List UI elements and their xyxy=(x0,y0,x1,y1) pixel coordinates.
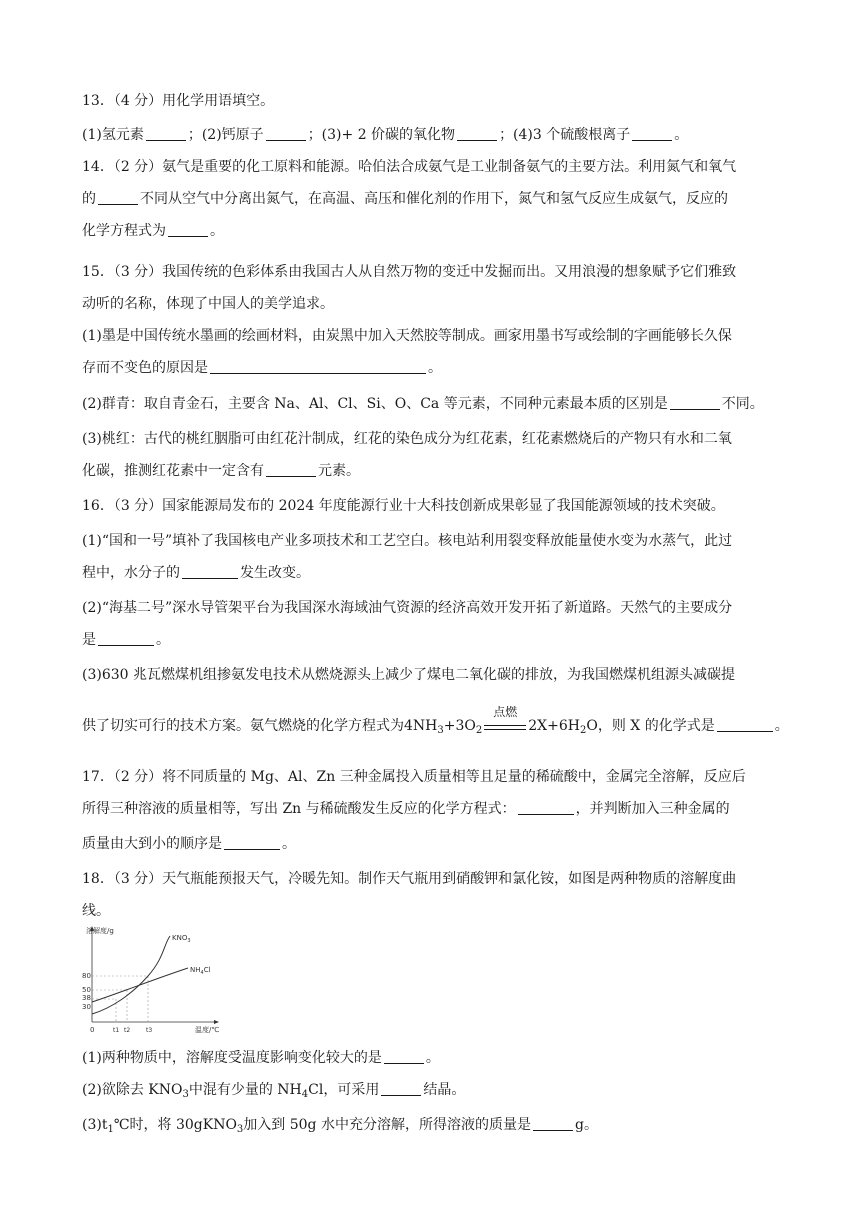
subscript: 4 xyxy=(301,1089,309,1100)
q13-text-e: 。 xyxy=(674,127,689,143)
q16-text-e: 供了切实可行的技术方案。氨气燃烧的化学方程式为4NH xyxy=(82,718,438,734)
q15-line3: (1)墨是中国传统水墨画的绘画材料，由炭黑中加入天然胶等制成。画家用墨书写或绘制的字画能够长久保 xyxy=(82,328,732,344)
subscript: 3 xyxy=(236,1124,244,1135)
q18-line4 xyxy=(82,1080,465,1105)
q16-line2: (1)“国和一号”填补了我国核电产业多项技术和工艺空白。核电站利用裂变释放能量使水变为水蒸气，此过 xyxy=(82,533,733,549)
q13-text-c: ；(3)+ 2 价碳的氧化物 xyxy=(307,127,456,143)
answer-blank[interactable] xyxy=(518,800,574,815)
x-axis-arrow xyxy=(214,1020,219,1024)
equals-sign xyxy=(484,725,526,730)
answer-blank[interactable] xyxy=(98,631,154,646)
condition-label: 点燃 xyxy=(493,705,518,719)
answer-blank[interactable] xyxy=(381,1081,421,1096)
q15-text-b: 。 xyxy=(428,360,442,376)
answer-blank[interactable] xyxy=(224,835,280,850)
answer-blank[interactable] xyxy=(168,222,208,237)
q15-text-e: 化碳，推测红花素中一定含有 xyxy=(82,463,264,479)
q16-text-g: 2X+6H xyxy=(528,718,580,734)
subscript: 2 xyxy=(579,725,587,736)
q14-line2 xyxy=(82,189,728,209)
answer-blank[interactable] xyxy=(384,1049,424,1064)
y-tick-label: 30 xyxy=(82,1003,91,1011)
solubility-chart xyxy=(82,924,222,1036)
q14-line1: 14．（2 分）氨气是重要的化工原料和能源。哈伯法合成氨气是工业制备氨气的主要方法。利用氮气和氧气 xyxy=(82,159,737,175)
subscript: 3 xyxy=(182,1089,189,1100)
q18-text-h: ℃时，将 30gKNO xyxy=(113,1117,237,1133)
q18-text-a: (1)两种物质中，溶解度受温度影响变化较大的是 xyxy=(82,1050,382,1066)
answer-blank[interactable] xyxy=(266,126,306,141)
q14-line3 xyxy=(82,221,224,241)
q16-text-c: 是 xyxy=(82,632,96,648)
answer-blank[interactable] xyxy=(457,126,497,141)
q16-line6: (3)630 兆瓦燃煤机组掺氨发电技术从燃烧源头上减少了煤电二氧化碳的排放，为我国燃煤机组源头减碳提 xyxy=(82,667,736,683)
q17-line2 xyxy=(82,799,730,819)
q16-line3 xyxy=(82,563,310,583)
answer-blank[interactable] xyxy=(182,564,238,579)
answer-blank[interactable] xyxy=(670,395,720,410)
q16-line7 xyxy=(82,705,789,741)
q18-text-e: Cl，可采用 xyxy=(308,1082,380,1098)
q14-text-c: 化学方程式为 xyxy=(82,223,166,239)
kno3-label: $KNO_3$ xyxy=(172,934,191,944)
y-tick-label: 38 xyxy=(82,994,91,1002)
answer-blank[interactable] xyxy=(632,126,672,141)
q13-text-d: ；(4)3 个硫酸根离子 xyxy=(499,127,631,143)
q15-text-d: 不同。 xyxy=(721,396,764,412)
answer-blank[interactable] xyxy=(210,359,426,374)
y-axis-label: 溶解度/g xyxy=(86,927,114,935)
q16-line4: (2)“海基二号”深水导管架平台为我国深水海域油气资源的经济高效开发开拓了新道路。天然气的主要成分 xyxy=(82,600,733,616)
x-tick-label: t2 xyxy=(124,1027,131,1034)
q17-line1: 17．（2 分）将不同质量的 Mg、Al、Zn 三种金属投入质量相等且足量的稀硫酸中，金属完全溶解，反应后 xyxy=(82,769,746,785)
q16-text-d: 。 xyxy=(156,632,170,648)
answer-blank[interactable] xyxy=(266,462,316,477)
kno3-curve xyxy=(92,936,170,1014)
q18-text-c: (2)欲除去 KNO xyxy=(82,1082,183,1098)
q16-line1: 16．（3 分）国家能源局发布的 2024 年度能源行业十大科技创新成果彰显了我国能源领域的技术突破。 xyxy=(82,498,725,514)
answer-blank[interactable] xyxy=(533,1116,573,1131)
q15-text-f: 元素。 xyxy=(318,463,360,479)
q14-text-d: 。 xyxy=(210,223,224,239)
x-tick-label: t1 xyxy=(113,1027,120,1034)
q15-line2: 动听的名称，体现了中国人的美学追求。 xyxy=(82,296,334,312)
q18-line2: 线。 xyxy=(82,903,110,919)
q15-text-a: 存而不变色的原因是 xyxy=(82,360,208,376)
reaction-condition xyxy=(484,705,526,730)
q15-line6: (3)桃红：古代的桃红胭脂可由红花汁制成，红花的染色成分为红花素，红花素燃烧后的产物只有水和二氧 xyxy=(82,431,732,447)
q17-text-a: 所得三种溶液的质量相等，写出 Zn 与稀硫酸发生反应的化学方程式： xyxy=(82,801,516,817)
q18-text-i: 加入到 50g 水中充分溶解，所得溶液的质量是 xyxy=(243,1117,531,1133)
q14-text-a: 的 xyxy=(82,191,96,207)
q18-line3 xyxy=(82,1048,440,1068)
q14-text-b: 不同从空气中分离出氮气，在高温、高压和催化剂的作用下，氮气和氢气反应生成氨气，反应的 xyxy=(140,191,728,207)
subscript: 3 xyxy=(437,725,444,736)
q18-text-d: 中混有少量的 NH xyxy=(188,1082,302,1098)
q18-text-j: g。 xyxy=(574,1117,598,1133)
q15-line4 xyxy=(82,358,442,378)
q17-text-c: 质量由大到小的顺序是 xyxy=(82,836,222,852)
origin-label: 0 xyxy=(90,1026,95,1034)
nh4cl-label: $NH_4Cl$ xyxy=(190,966,211,976)
q13-text-a: (1)氢元素 xyxy=(82,127,144,143)
q16-text-h: O，则 X 的化学式是 xyxy=(586,718,715,734)
q15-line5 xyxy=(82,394,764,414)
q18-line5 xyxy=(82,1115,598,1140)
subscript: 1 xyxy=(107,1124,114,1135)
q13-title: 13．（4 分）用化学用语填空。 xyxy=(82,93,275,109)
q15-line1: 15．（3 分）我国传统的色彩体系由我国古人从自然万物的变迁中发掘而出。又用浪漫的想象赋予它们雅致 xyxy=(82,264,737,280)
q15-line7 xyxy=(82,461,360,481)
subscript: 2 xyxy=(475,725,483,736)
answer-blank[interactable] xyxy=(146,126,186,141)
nh4cl-curve xyxy=(92,968,188,1002)
q15-text-c: (2)群青：取自青金石，主要含 Na、Al、Cl、Si、O、Ca 等元素，不同种元素最本质的区别是 xyxy=(82,396,668,412)
q17-text-b: ，并判断加入三种金属的 xyxy=(575,801,730,817)
x-axis-label: 温度/℃ xyxy=(195,1026,220,1034)
y-tick-label: 50 xyxy=(82,986,91,994)
q17-text-d: 。 xyxy=(282,836,296,852)
q13-text-b: ；(2)钙原子 xyxy=(187,127,264,143)
answer-blank[interactable] xyxy=(98,190,138,205)
x-tick-label: t3 xyxy=(146,1027,153,1034)
q16-text-i: 。 xyxy=(774,718,789,734)
q13-line2 xyxy=(82,125,688,145)
q16-text-a: 程中，水分子的 xyxy=(82,565,180,581)
q16-text-f: +3O xyxy=(443,718,476,734)
answer-blank[interactable] xyxy=(717,717,773,732)
q17-line3 xyxy=(82,834,296,854)
q18-text-f: 结晶。 xyxy=(423,1082,466,1098)
q18-line1: 18．（3 分）天气瓶能预报天气，冷暖先知。制作天气瓶用到硝酸钾和氯化铵，如图是两种物质的溶解度曲 xyxy=(82,871,737,887)
q18-text-g: (3)t xyxy=(82,1117,108,1133)
q18-text-b: 。 xyxy=(425,1050,440,1066)
y-tick-label: 80 xyxy=(82,972,91,980)
q16-text-b: 发生改变。 xyxy=(240,565,310,581)
q16-line5 xyxy=(82,630,170,650)
